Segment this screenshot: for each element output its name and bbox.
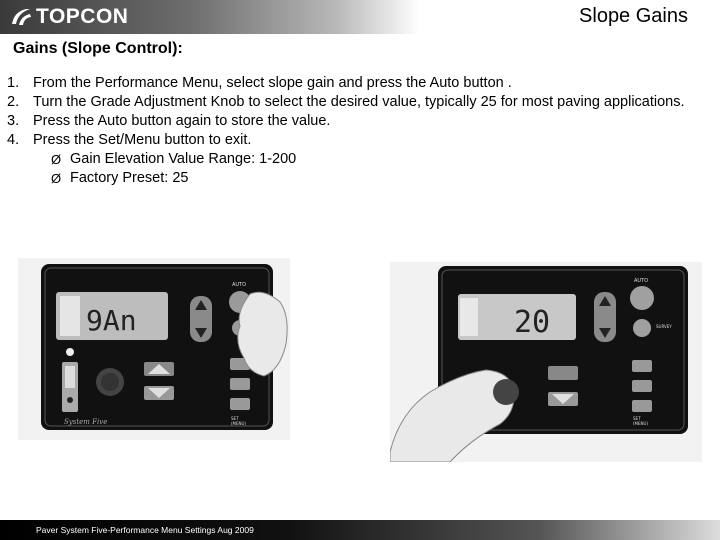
grade-adjust-knob <box>493 379 519 405</box>
step-item <box>7 112 719 131</box>
bullet-list <box>51 150 719 188</box>
bullet-text: Factory Preset: 25 <box>70 170 189 186</box>
set-label: SET <box>633 416 641 421</box>
topcon-logo <box>10 4 128 30</box>
slide-title: Slope Gains <box>579 5 688 27</box>
menu-label: (MENU) <box>231 421 247 426</box>
step-number: 3. <box>7 113 20 129</box>
auto-label: AUTO <box>634 278 649 284</box>
step-item <box>7 131 719 150</box>
control-box-photo-left <box>18 258 290 440</box>
step-text: From the Performance Menu, select slope gain and press the Auto button . <box>33 75 512 91</box>
header-bar <box>0 0 720 34</box>
bullet-item <box>51 150 719 169</box>
step-text: Press the Auto button again to store the value. <box>33 113 331 129</box>
footer-text: Paver System Five-Performance Menu Settings Aug 2009 <box>36 525 254 535</box>
lcd-value: 20 <box>514 305 551 340</box>
section-title: Gains (Slope Control): <box>13 40 183 57</box>
logo-text: TOPCON <box>36 5 129 28</box>
step-item <box>7 74 719 93</box>
arrow-bullet-icon: Ø <box>51 152 62 167</box>
control-box-photo-right <box>390 262 702 462</box>
survey-button <box>633 319 651 337</box>
auto-label: AUTO <box>232 282 247 288</box>
menu-label: (MENU) <box>633 421 649 426</box>
brand-label: System Five <box>64 418 108 426</box>
step-number: 1. <box>7 75 20 91</box>
footer-bar <box>0 520 720 540</box>
survey-label: SURVEY <box>656 324 672 329</box>
step-item <box>7 93 719 112</box>
step-number: 4. <box>7 132 20 148</box>
set-label: SET <box>231 416 239 421</box>
lcd-value: 9An <box>86 304 137 337</box>
auto-button <box>630 286 654 310</box>
steps-list <box>7 74 719 188</box>
step-text: Press the Set/Menu button to exit. <box>33 132 252 148</box>
step-number: 2. <box>7 94 20 110</box>
topcon-logo-icon <box>10 6 32 28</box>
bullet-item <box>51 169 719 188</box>
step-text: Turn the Grade Adjustment Knob to select the desired value, typically 25 for most paving applications. <box>33 94 685 110</box>
bullet-text: Gain Elevation Value Range: 1-200 <box>70 151 297 167</box>
arrow-bullet-icon: Ø <box>51 171 62 186</box>
